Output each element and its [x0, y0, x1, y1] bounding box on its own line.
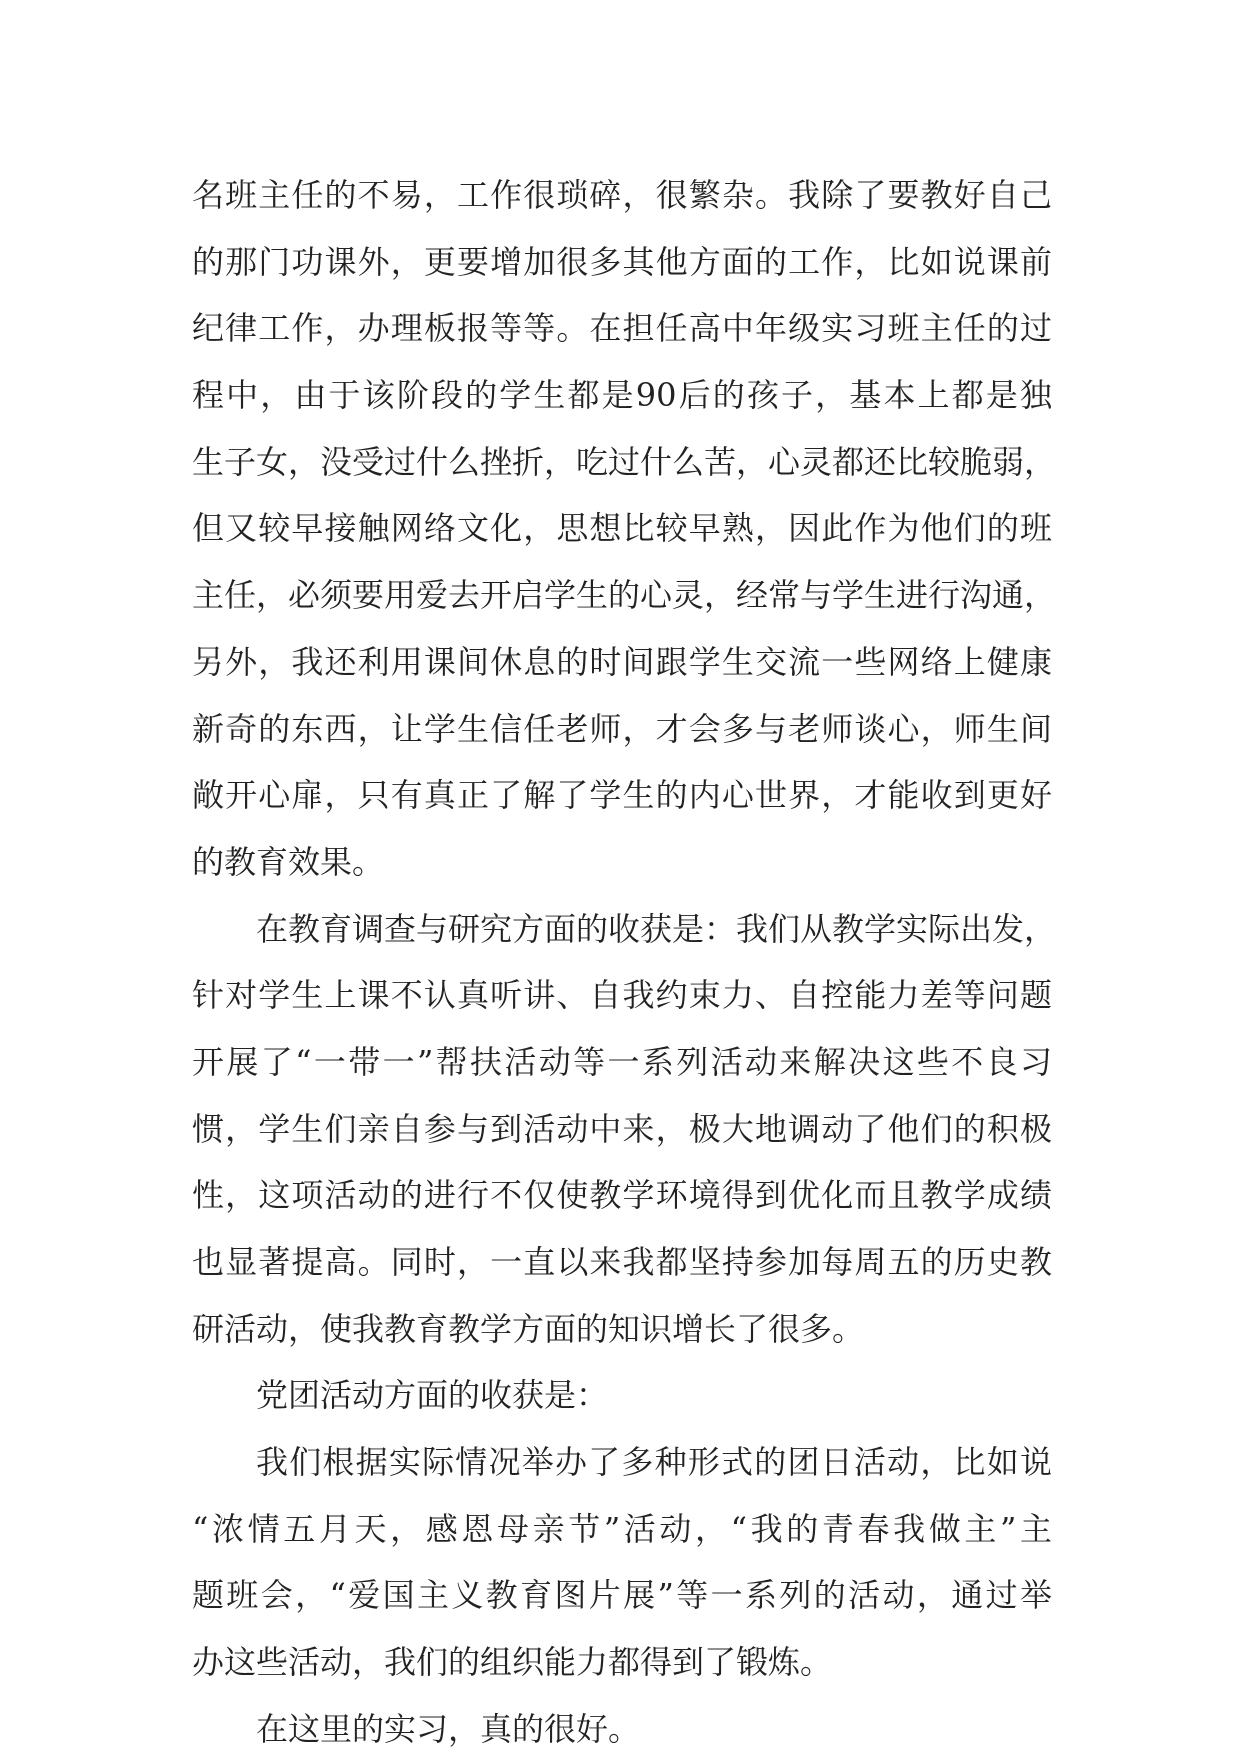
text-line: 在这里的实习，真的很好。: [256, 1709, 641, 1748]
text-line: 新奇的东西，让学生信任老师，才会多与老师谈心，师生间: [192, 709, 1052, 748]
text-line: 办这些活动，我们的组织能力都得到了锻炼。: [192, 1643, 833, 1682]
text-line: “浓情五月天，感恩母亲节”活动，“我的青春我做主”主: [192, 1509, 1052, 1548]
paragraph-3: [192, 1362, 1052, 1429]
text-line: 主任，必须要用爱去开启学生的心灵，经常与学生进行沟通，: [192, 576, 1057, 615]
text-line: 另外，我还利用课间休息的时间跟学生交流一些网络上健康: [192, 642, 1052, 681]
text-line: 敞开心扉，只有真正了解了学生的内心世界，才能收到更好: [192, 776, 1052, 815]
text-line: 我们根据实际情况举办了多种形式的团日活动，比如说: [256, 1443, 1052, 1482]
text-line: 的教育效果。: [192, 842, 385, 881]
text-line: 题班会，“爱国主义教育图片展”等一系列的活动，通过举: [192, 1576, 1052, 1615]
text-line: 性，这项活动的进行不仅使教学环境得到优化而且教学成绩: [192, 1176, 1052, 1215]
paragraph-2: [192, 896, 1057, 1363]
text-line: 程中，由于该阶段的学生都是90后的孩子，基本上都是独: [192, 376, 1052, 415]
text-line: 名班主任的不易，工作很琐碎，很繁杂。我除了要教好自己: [192, 176, 1052, 214]
text-line: 生子女，没受过什么挫折，吃过什么苦，心灵都还比较脆弱，: [192, 442, 1057, 481]
paragraph-5: [192, 1696, 1052, 1763]
text-line: 纪律工作，办理板报等等。在担任高中年级实习班主任的过: [192, 309, 1052, 348]
text-line: 但又较早接触网络文化，思想比较早熟，因此作为他们的班: [192, 509, 1052, 548]
text-line: 的那门功课外，更要增加很多其他方面的工作，比如说课前: [192, 242, 1052, 281]
text-line: 惯，学生们亲自参与到活动中来，极大地调动了他们的积极: [192, 1109, 1052, 1148]
text-line: 党团活动方面的收获是：: [256, 1376, 609, 1415]
text-line: 也显著提高。同时，一直以来我都坚持参加每周五的历史教: [192, 1243, 1052, 1281]
body-text: [192, 162, 1057, 1763]
paragraph-4: [192, 1429, 1052, 1696]
text-line: 研活动，使我教育教学方面的知识增长了很多。: [192, 1309, 865, 1348]
text-line: 针对学生上课不认真听讲、自我约束力、自控能力差等问题: [192, 976, 1052, 1015]
text-line: 在教育调查与研究方面的收获是：我们从教学实际出发，: [256, 909, 1057, 948]
text-line: 开展了“一带一”帮扶活动等一系列活动来解决这些不良习: [192, 1042, 1052, 1081]
paragraph-1: [192, 162, 1057, 896]
